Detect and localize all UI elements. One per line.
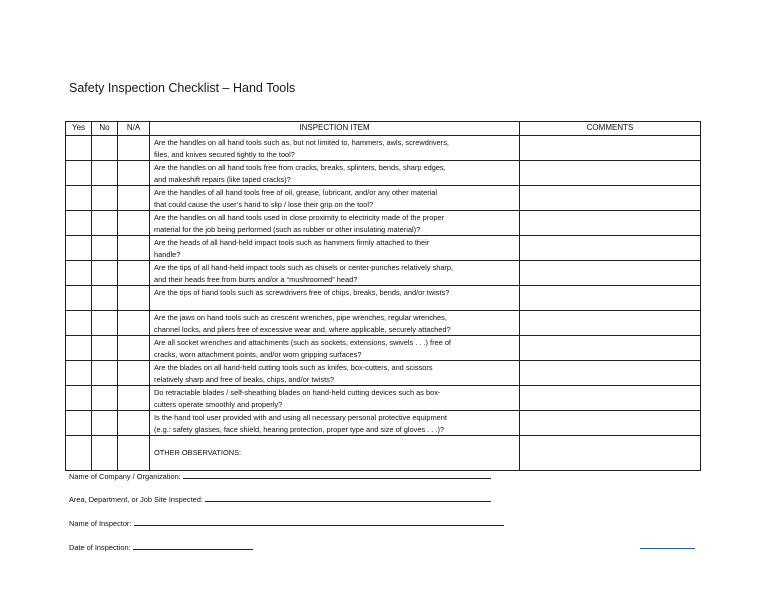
header-na: N/A: [118, 122, 150, 136]
other-observations-row: [66, 436, 701, 471]
cell-na[interactable]: [118, 186, 150, 211]
inspection-item-line: cutters operate smoothly and properly?: [154, 399, 283, 409]
inspection-item-cell: [150, 211, 520, 236]
comments-cell[interactable]: [520, 386, 701, 411]
inspection-table: [65, 121, 701, 471]
company-field: [69, 470, 491, 481]
table-row: [66, 236, 701, 261]
cell-yes[interactable]: [66, 386, 92, 411]
comments-cell[interactable]: [520, 336, 701, 361]
area-input-line[interactable]: [205, 493, 491, 502]
cell-na[interactable]: [118, 136, 150, 161]
cell-no[interactable]: [92, 411, 118, 436]
hyperlink-underline[interactable]: [640, 548, 695, 549]
area-field: [69, 493, 491, 504]
comments-cell[interactable]: [520, 436, 701, 471]
cell-no[interactable]: [92, 186, 118, 211]
cell-no[interactable]: [92, 261, 118, 286]
comments-cell[interactable]: [520, 286, 701, 311]
cell-na[interactable]: [118, 336, 150, 361]
inspector-label: Name of Inspector:: [69, 519, 132, 528]
inspection-item-line: and makeshift repairs (like taped cracks)?: [154, 174, 291, 184]
table-row: [66, 186, 701, 211]
inspector-input-line[interactable]: [134, 517, 504, 526]
comments-cell[interactable]: [520, 311, 701, 336]
inspection-item-cell: [150, 386, 520, 411]
cell-no[interactable]: [92, 161, 118, 186]
comments-cell[interactable]: [520, 136, 701, 161]
cell-yes[interactable]: [66, 286, 92, 311]
table-row: [66, 411, 701, 436]
inspection-item-line: Are all socket wrenches and attachments (such as sockets, extensions, swivels . . .) free of: [154, 338, 451, 347]
cell-yes[interactable]: [66, 236, 92, 261]
comments-cell[interactable]: [520, 411, 701, 436]
header-inspection-item: INSPECTION ITEM: [150, 122, 520, 136]
inspection-item-line: Are the handles on all hand tools such as, but not limited to, hammers, awls, screwdrivers,: [154, 138, 449, 147]
inspection-item-cell: [150, 411, 520, 436]
date-label: Date of Inspection:: [69, 543, 131, 552]
inspection-item-cell: [150, 136, 520, 161]
date-field: [69, 541, 253, 552]
inspection-item-cell: [150, 361, 520, 386]
inspection-item-line: relatively sharp and free of beaks, chips, and/or twists?: [154, 374, 334, 384]
inspection-item-line: Are the tips of all hand-held impact tools such as chisels or center-punches relatively sharp,: [154, 263, 454, 272]
cell-yes[interactable]: [66, 186, 92, 211]
table-row: [66, 136, 701, 161]
table-row: [66, 311, 701, 336]
table-row: [66, 261, 701, 286]
cell-no[interactable]: [92, 436, 118, 471]
comments-cell[interactable]: [520, 261, 701, 286]
comments-cell[interactable]: [520, 361, 701, 386]
cell-no[interactable]: [92, 336, 118, 361]
cell-yes[interactable]: [66, 311, 92, 336]
cell-na[interactable]: [118, 286, 150, 311]
table-row: [66, 386, 701, 411]
cell-no[interactable]: [92, 311, 118, 336]
cell-yes[interactable]: [66, 336, 92, 361]
comments-cell[interactable]: [520, 186, 701, 211]
inspection-item-line: files, and knives secured tightly to the tool?: [154, 149, 295, 159]
cell-na[interactable]: [118, 411, 150, 436]
inspection-item-line: that could cause the user’s hand to slip / lose their grip on the tool?: [154, 199, 374, 209]
cell-no[interactable]: [92, 386, 118, 411]
inspection-item-cell: [150, 336, 520, 361]
inspection-item-line: cracks, worn attachment points, and/or worn gripping surfaces?: [154, 349, 362, 359]
comments-cell[interactable]: [520, 161, 701, 186]
cell-na[interactable]: [118, 261, 150, 286]
company-label: Name of Company / Organization:: [69, 472, 181, 481]
other-observations-label: OTHER OBSERVATIONS:: [150, 436, 520, 471]
cell-no[interactable]: [92, 136, 118, 161]
cell-na[interactable]: [118, 311, 150, 336]
header-comments: COMMENTS: [520, 122, 701, 136]
cell-no[interactable]: [92, 361, 118, 386]
inspection-item-line: Do retractable blades / self-sheathing blades on hand-held cutting devices such as box-: [154, 388, 441, 397]
inspector-field: [69, 517, 504, 528]
cell-yes[interactable]: [66, 411, 92, 436]
inspection-item-line: Are the blades on all hand-held cutting tools such as knifes, box-cutters, and scissors: [154, 363, 433, 372]
inspection-item-line: [154, 299, 519, 311]
inspection-item-line: Are the tips of hand tools such as screwdrivers free of chips, breaks, bends, and/or twists?: [154, 288, 450, 297]
inspection-item-line: (e.g.: safety glasses, face shield, hearing protection, proper type and size of gloves . . .)?: [154, 424, 445, 434]
table-row: [66, 286, 701, 311]
comments-cell[interactable]: [520, 236, 701, 261]
inspection-item-line: Are the handles on all hand tools used in close proximity to electricity made of the proper: [154, 213, 445, 222]
cell-na[interactable]: [118, 436, 150, 471]
inspection-item-cell: [150, 186, 520, 211]
cell-no[interactable]: [92, 211, 118, 236]
inspection-item-cell: [150, 311, 520, 336]
date-input-line[interactable]: [133, 541, 253, 550]
cell-na[interactable]: [118, 386, 150, 411]
comments-cell[interactable]: [520, 211, 701, 236]
cell-na[interactable]: [118, 236, 150, 261]
cell-yes[interactable]: [66, 136, 92, 161]
cell-na[interactable]: [118, 161, 150, 186]
inspection-item-line: Are the jaws on hand tools such as crescent wrenches, pipe wrenches, regular wrenches,: [154, 313, 447, 322]
inspection-item-cell: [150, 286, 520, 311]
cell-yes[interactable]: [66, 436, 92, 471]
inspection-item-line: Are the handles of all hand tools free of oil, grease, lubricant, and/or any other material: [154, 188, 438, 197]
inspection-item-line: material for the job being performed (such as rubber or other insulating material)?: [154, 224, 421, 234]
cell-yes[interactable]: [66, 361, 92, 386]
table-row: [66, 336, 701, 361]
inspection-item-line: Are the heads of all hand-held impact tools such as hammers firmly attached to their: [154, 238, 430, 247]
cell-no[interactable]: [92, 236, 118, 261]
inspection-item-line: Is the hand tool user provided with and using all necessary personal protective equipment: [154, 413, 447, 422]
inspection-item-line: channel locks, and pliers free of excessive wear and, where applicable, securely attached?: [154, 324, 451, 334]
cell-yes[interactable]: [66, 161, 92, 186]
area-label: Area, Department, or Job Site Inspected:: [69, 495, 203, 504]
inspection-item-cell: [150, 236, 520, 261]
cell-no[interactable]: [92, 286, 118, 311]
table-row: [66, 211, 701, 236]
inspection-item-cell: [150, 261, 520, 286]
table-header-row: [66, 122, 701, 136]
company-input-line[interactable]: [183, 470, 491, 479]
header-no: No: [92, 122, 118, 136]
inspection-item-line: Are the handles on all hand tools free from cracks, breaks, splinters, bends, sharp edges,: [154, 163, 446, 172]
cell-na[interactable]: [118, 361, 150, 386]
inspection-item-cell: [150, 161, 520, 186]
page-title: Safety Inspection Checklist – Hand Tools: [69, 81, 296, 95]
inspection-item-line: handle?: [154, 249, 181, 259]
cell-yes[interactable]: [66, 211, 92, 236]
cell-na[interactable]: [118, 211, 150, 236]
cell-yes[interactable]: [66, 261, 92, 286]
table-row: [66, 161, 701, 186]
inspection-item-line: and their heads free from burrs and/or a “mushroomed” head?: [154, 274, 358, 284]
table-row: [66, 361, 701, 386]
header-yes: Yes: [66, 122, 92, 136]
